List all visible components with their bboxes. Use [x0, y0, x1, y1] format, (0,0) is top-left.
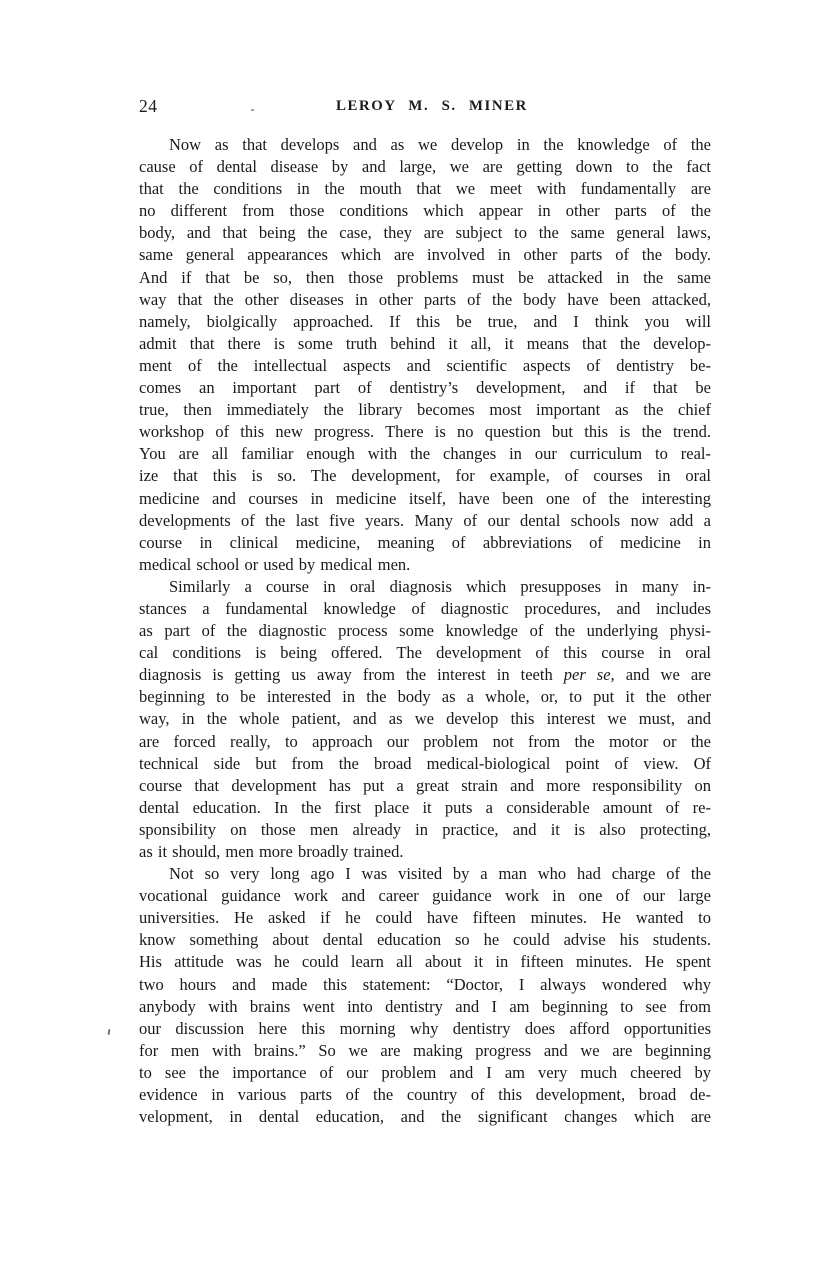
text-line: workshop of this new progress. There is no question but this is the trend. — [139, 422, 711, 442]
text-line: comes an important part of dentistry’s development, and if that be — [139, 378, 711, 398]
text-line: that the conditions in the mouth that we meet with fundamentally are — [139, 179, 711, 199]
text-line: velopment, in dental education, and the significant changes which are — [139, 1107, 711, 1127]
text-line: developments of the last five years. Many of our dental schools now add a — [139, 510, 711, 530]
text-line: our discussion here this morning why dentistry does afford opportunities — [139, 1018, 711, 1038]
text-line: body, and that being the case, they are subject to the same general laws, — [139, 223, 711, 243]
text-line: Not so very long ago I was visited by a man who had charge of the — [169, 864, 711, 884]
text-line: His attitude was he could learn all about it in fifteen minutes. He spent — [139, 952, 711, 972]
text-line: vocational guidance work and career guidance work in one of our large — [139, 886, 711, 906]
text-line: universities. He asked if he could have fifteen minutes. He wanted to — [139, 908, 711, 928]
text-line: namely, biolgically approached. If this be true, and I think you will — [139, 311, 711, 331]
text-line: And if that be so, then those problems must be attacked in the same — [139, 267, 711, 287]
scan-speck — [251, 109, 254, 111]
text-line: sponsibility on those men already in practice, and it is also protecting, — [139, 819, 711, 839]
text-line: as part of the diagnostic process some knowledge of the underlying physi- — [139, 621, 711, 641]
text-line: no different from those conditions which appear in other parts of the — [139, 201, 711, 221]
text-line: medicine and courses in medicine itself, have been one of the interesting — [139, 488, 711, 508]
paragraph — [139, 863, 711, 1128]
scan-speck — [108, 1029, 111, 1035]
running-title: LEROY M. S. MINER — [336, 98, 528, 114]
text-line: same general appearances which are involved in other parts of the body. — [139, 245, 711, 265]
text-line: way that the other diseases in other parts of the body have been attacked, — [139, 289, 711, 309]
text-line: beginning to be interested in the body as a whole, or, to put it the other — [139, 687, 711, 707]
text-block — [139, 134, 711, 1128]
text-line: know something about dental education so he could advise his students. — [139, 930, 711, 950]
text-line: dental education. In the first place it puts a considerable amount of re- — [139, 797, 711, 817]
text-line: ize that this is so. The development, for example, of courses in oral — [139, 466, 711, 486]
page-number: 24 — [139, 96, 158, 116]
paragraph — [139, 134, 711, 576]
text-line: You are all familiar enough with the changes in our curriculum to real- — [139, 444, 711, 464]
paragraph — [139, 576, 711, 863]
text-line: Similarly a course in oral diagnosis which presupposes in many in- — [169, 576, 711, 596]
text-line: evidence in various parts of the country of this development, broad de- — [139, 1085, 711, 1105]
text-line: for men with brains.” So we are making progress and we are beginning — [139, 1040, 711, 1060]
text-line: as it should, men more broadly trained. — [139, 842, 404, 861]
text-line: are forced really, to approach our problem not from the motor or the — [139, 731, 711, 751]
text-line: course that development has put a great strain and more responsibility on — [139, 775, 711, 795]
text-line: way, in the whole patient, and as we develop this interest we must, and — [139, 709, 711, 729]
text-line: diagnosis is getting us away from the interest in teeth per se, and we are — [139, 665, 711, 685]
text-line: true, then immediately the library becomes most important as the chief — [139, 400, 711, 420]
text-line: admit that there is some truth behind it all, it means that the develop- — [139, 333, 711, 353]
text-line: cause of dental disease by and large, we are getting down to the fact — [139, 157, 711, 177]
text-line: stances a fundamental knowledge of diagnostic procedures, and includes — [139, 598, 711, 618]
text-line: ment of the intellectual aspects and scientific aspects of dentistry be- — [139, 355, 711, 375]
text-line: to see the importance of our problem and I am very much cheered by — [139, 1062, 711, 1082]
text-line: medical school or used by medical men. — [139, 554, 411, 574]
text-line: anybody with brains went into dentistry and I am beginning to see from — [139, 996, 711, 1016]
text-line: cal conditions is being offered. The development of this course in oral — [139, 643, 711, 663]
text-line: course in clinical medicine, meaning of abbreviations of medicine in — [139, 532, 711, 552]
text-line: two hours and made this statement: “Doctor, I always wondered why — [139, 974, 711, 994]
page-header — [139, 96, 711, 118]
text-line: technical side but from the broad medical-biological point of view. Of — [139, 753, 711, 773]
text-line: Now as that develops and as we develop in the knowledge of the — [169, 135, 711, 154]
